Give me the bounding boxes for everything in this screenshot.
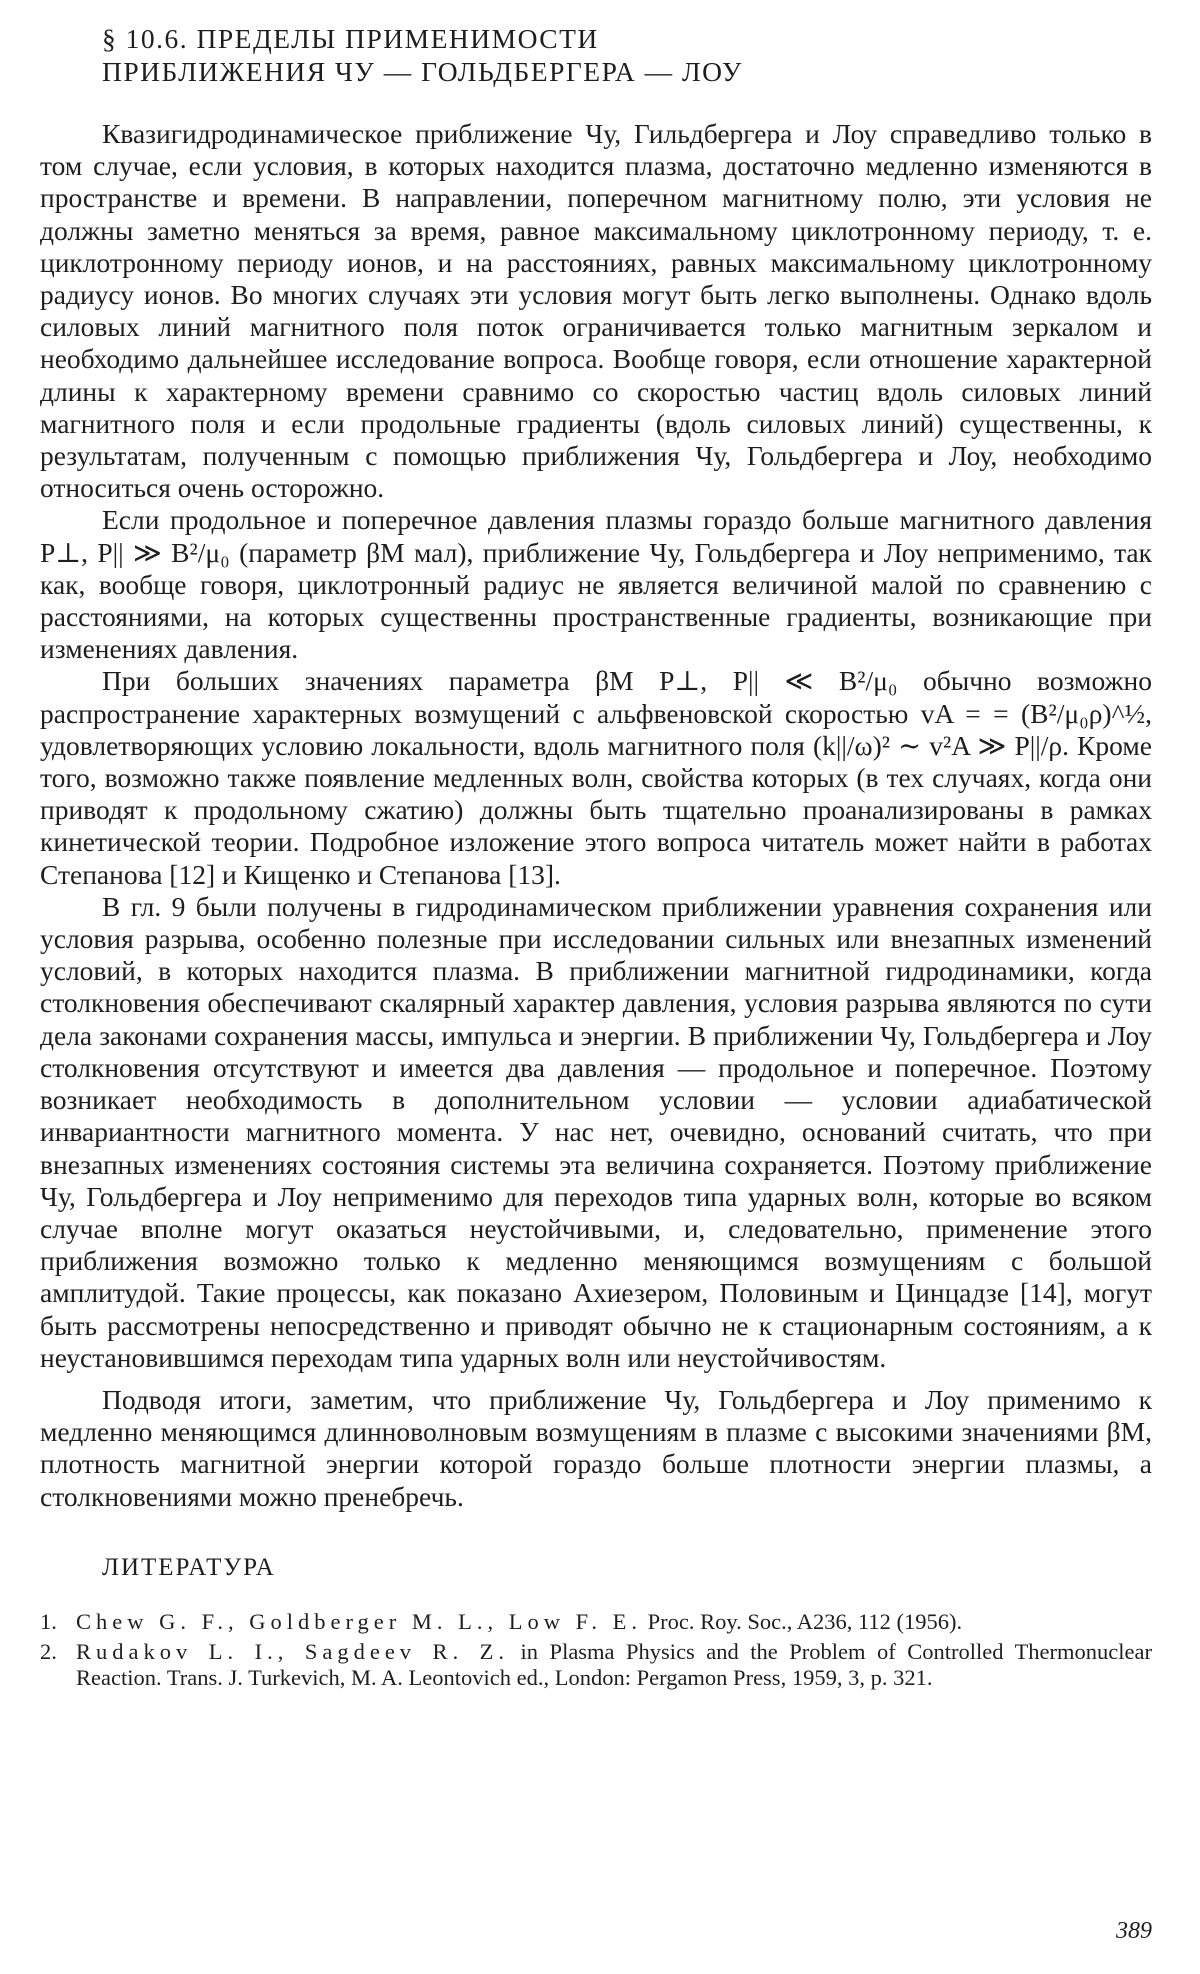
section-title <box>102 22 1152 88</box>
body-text <box>40 118 1152 1513</box>
reference-authors: Chew G. F., Goldberger M. L., Low F. E. <box>76 1608 642 1634</box>
paragraph: Квазигидродинамическое приближение Чу, Гильдбергера и Лоу справедливо только в том случае, если условия, в которых находится плазма, достаточно медленно изменяются в пространстве и времени. В направлении, поперечном магнитному полю, эти условия не должны заметно меняться за время, равное максимальному циклотронному периоду, т. е. циклотронному периоду ионов, и на расстояниях, равных максимальному циклотронному радиусу ионов. Во многих случаях эти условия могут быть легко выполнены. Однако вдоль силовых линий магнитного поля поток ограничивается только магнитным зеркалом и необходимо дальнейшее исследование вопроса. Вообще говоря, если отношение характерной длины к характерному времени сравнимо со скоростью частиц вдоль силовых линий магнитного поля и если продольные градиенты (вдоль силовых линий) существенны, к результатам, полученным с помощью приближения Чу, Гольдбергера и Лоу, необходимо относиться очень осторожно. <box>40 118 1152 504</box>
reference-item <box>40 1639 1152 1691</box>
paragraph: Если продольное и поперечное давления плазмы гораздо больше магнитного давления P⊥, P|| ≫ B²/μ₀ (параметр βM мал), приближение Чу, Гольдбергера и Лоу неприменимо, так как, вообще говоря, циклотронный радиус не является величиной малой по сравнению с расстояниями, на которых существенны пространственные градиенты, возникающие при изменениях давления. <box>40 504 1152 665</box>
reference-authors: Rudakov L. I., Sagdeev R. Z. <box>76 1638 510 1664</box>
section-title-line-1: § 10.6. ПРЕДЕЛЫ ПРИМЕНИМОСТИ <box>102 23 599 54</box>
reference-item <box>40 1609 1152 1635</box>
page-number: 389 <box>1116 1918 1152 1944</box>
reference-number: 1. <box>40 1608 57 1634</box>
paragraph: Подводя итоги, заметим, что приближение Чу, Гольдбергера и Лоу применимо к медленно меняющимся длинноволновым возмущениям в плазме с высокими значениями βM, плотность магнитной энергии которой гораздо больше плотности энергии плазмы, а столкновениями можно пренебречь. <box>40 1383 1152 1512</box>
reference-source: in Plasma Physics and the Problem of Controlled Thermonuclear Reaction. Trans. J. Turkevich, M. A. Leontovich ed., London: Pergamon Press, 1959, 3, p. 321. <box>76 1638 1152 1690</box>
references-title: ЛИТЕРАТУРА <box>102 1553 276 1581</box>
reference-number: 2. <box>40 1638 57 1664</box>
page <box>40 22 1152 1695</box>
reference-source: Proc. Roy. Soc., A236, 112 (1956). <box>641 1608 963 1634</box>
section-title-line-2: ПРИБЛИЖЕНИЯ ЧУ — ГОЛЬДБЕРГЕРА — ЛОУ <box>102 56 743 87</box>
references-list <box>40 1609 1152 1691</box>
paragraph: В гл. 9 были получены в гидродинамическом приближении уравнения сохранения или условия разрыва, особенно полезные при исследовании сильных или внезапных изменений условий, в которых находится плазма. В приближении магнитной гидродинамики, когда столкновения обеспечивают скалярный характер давления, условия разрыва являются по сути дела законами сохранения массы, импульса и энергии. В приближении Чу, Гольдбергера и Лоу столкновения отсутствуют и имеется два давления — продольное и поперечное. Поэтому возникает необходимость в дополнительном условии — условии адиабатической инвариантности магнитного момента. У нас нет, очевидно, оснований считать, что при внезапных изменениях состояния системы эта величина сохраняется. Поэтому приближение Чу, Гольдбергера и Лоу неприменимо для переходов типа ударных волн, которые во всяком случае вполне могут оказаться неустойчивыми, и, следовательно, применение этого приближения возможно только к медленно меняющимся возмущениям с большой амплитудой. Такие процессы, как показано Ахиезером, Половиным и Цинцадзе [14], могут быть рассмотрены непосредственно и приводят обычно не к стационарным состояниям, а к неустановившимся переходам типа ударных волн или неустойчивостям. <box>40 890 1152 1373</box>
paragraph: При больших значениях параметра βM P⊥, P|| ≪ B²/μ₀ обычно возможно распространение характерных возмущений с альфвеновской скоростью vA = = (B²/μ₀ρ)^½, удовлетворяющих условию локальности, вдоль магнитного поля (k||/ω)² ∼ v²A ≫ P||/ρ. Кроме того, возможно также появление медленных волн, свойства которых (в тех случаях, когда они приводят к продольному сжатию) должны быть тщательно проанализированы в рамках кинетической теории. Подробное изложение этого вопроса читатель может найти в работах Степанова [12] и Кищенко и Степанова [13]. <box>40 665 1152 890</box>
